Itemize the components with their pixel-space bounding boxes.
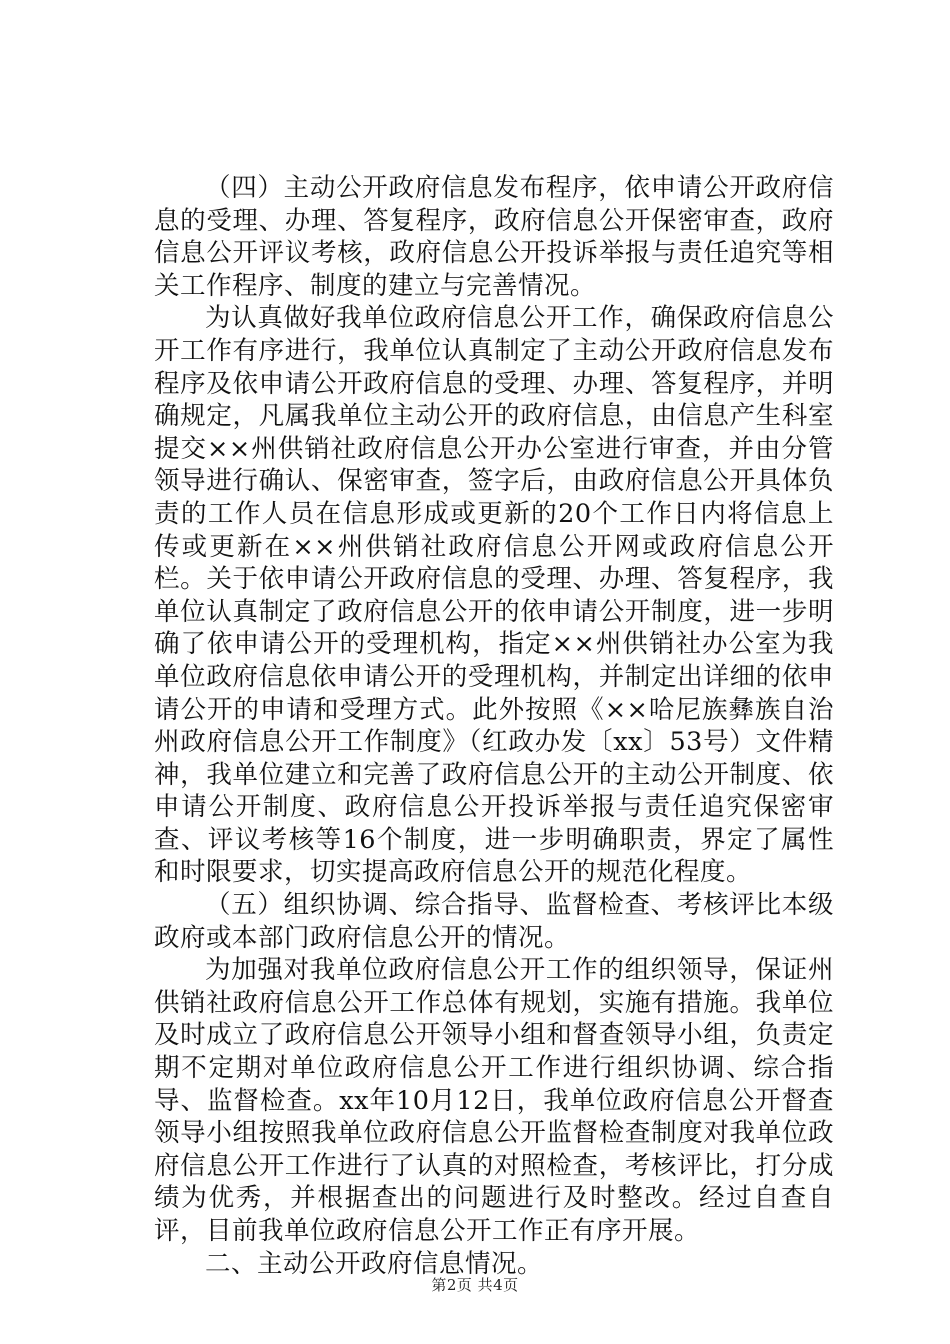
document-body xyxy=(154,172,834,1280)
page-footer xyxy=(0,1275,950,1295)
paragraph-section-5-body: 为加强对我单位政府信息公开工作的组织领导，保证州供销社政府信息公开工作总体有规划，实施有措施。我单位及时成立了政府信息公开领导小组和督查领导小组，负责定期不定期对单位政府信息公开工作进行组织协调、综合指导、监督检查。xx年10月12日，我单位政府信息公开督查领导小组按照我单位政府信息公开监督检查制度对我单位政府信息公开工作进行了认真的对照检查，考核评比，打分成绩为优秀，并根据查出的问题进行及时整改。经过自查自评，目前我单位政府信息公开工作正有序开展。 xyxy=(154,955,834,1246)
paragraph-section-5-heading: （五）组织协调、综合指导、监督检查、考核评比本级政府或本部门政府信息公开的情况。 xyxy=(154,890,834,953)
page-number-label: 第2页 共4页 xyxy=(431,1276,519,1294)
paragraph-section-4-body: 为认真做好我单位政府信息公开工作，确保政府信息公开工作有序进行，我单位认真制定了主动公开政府信息发布程序及依申请公开政府信息的受理、办理、答复程序，并明确规定，凡属我单位主动公开的政府信息，由信息产生科室提交××州供销社政府信息公开办公室进行审查，并由分管领导进行确认、保密审查，签字后，由政府信息公开具体负责的工作人员在信息形成或更新的20个工作日内将信息上传或更新在××州供销社政府信息公开网或政府信息公开栏。关于依申请公开政府信息的受理、办理、答复程序，我单位认真制定了政府信息公开的依申请公开制度，进一步明确了依申请公开的受理机构，指定××州供销社办公室为我单位政府信息依申请公开的受理机构，并制定出详细的依申请公开的申请和受理方式。此外按照《××哈尼族彝族自治州政府信息公开工作制度》（红政办发〔xx〕53号）文件精神，我单位建立和完善了政府信息公开的主动公开制度、依申请公开制度、政府信息公开投诉举报与责任追究保密审查、评议考核等16个制度，进一步明确职责，界定了属性和时限要求，切实提高政府信息公开的规范化程度。 xyxy=(154,303,834,888)
paragraph-section-4-heading: （四）主动公开政府信息发布程序，依申请公开政府信息的受理、办理、答复程序，政府信息公开保密审查，政府信息公开评议考核，政府信息公开投诉举报与责任追究等相关工作程序、制度的建立与完善情况。 xyxy=(154,173,834,301)
paragraph-part-2-heading: 二、主动公开政府信息情况。 xyxy=(205,1248,544,1279)
